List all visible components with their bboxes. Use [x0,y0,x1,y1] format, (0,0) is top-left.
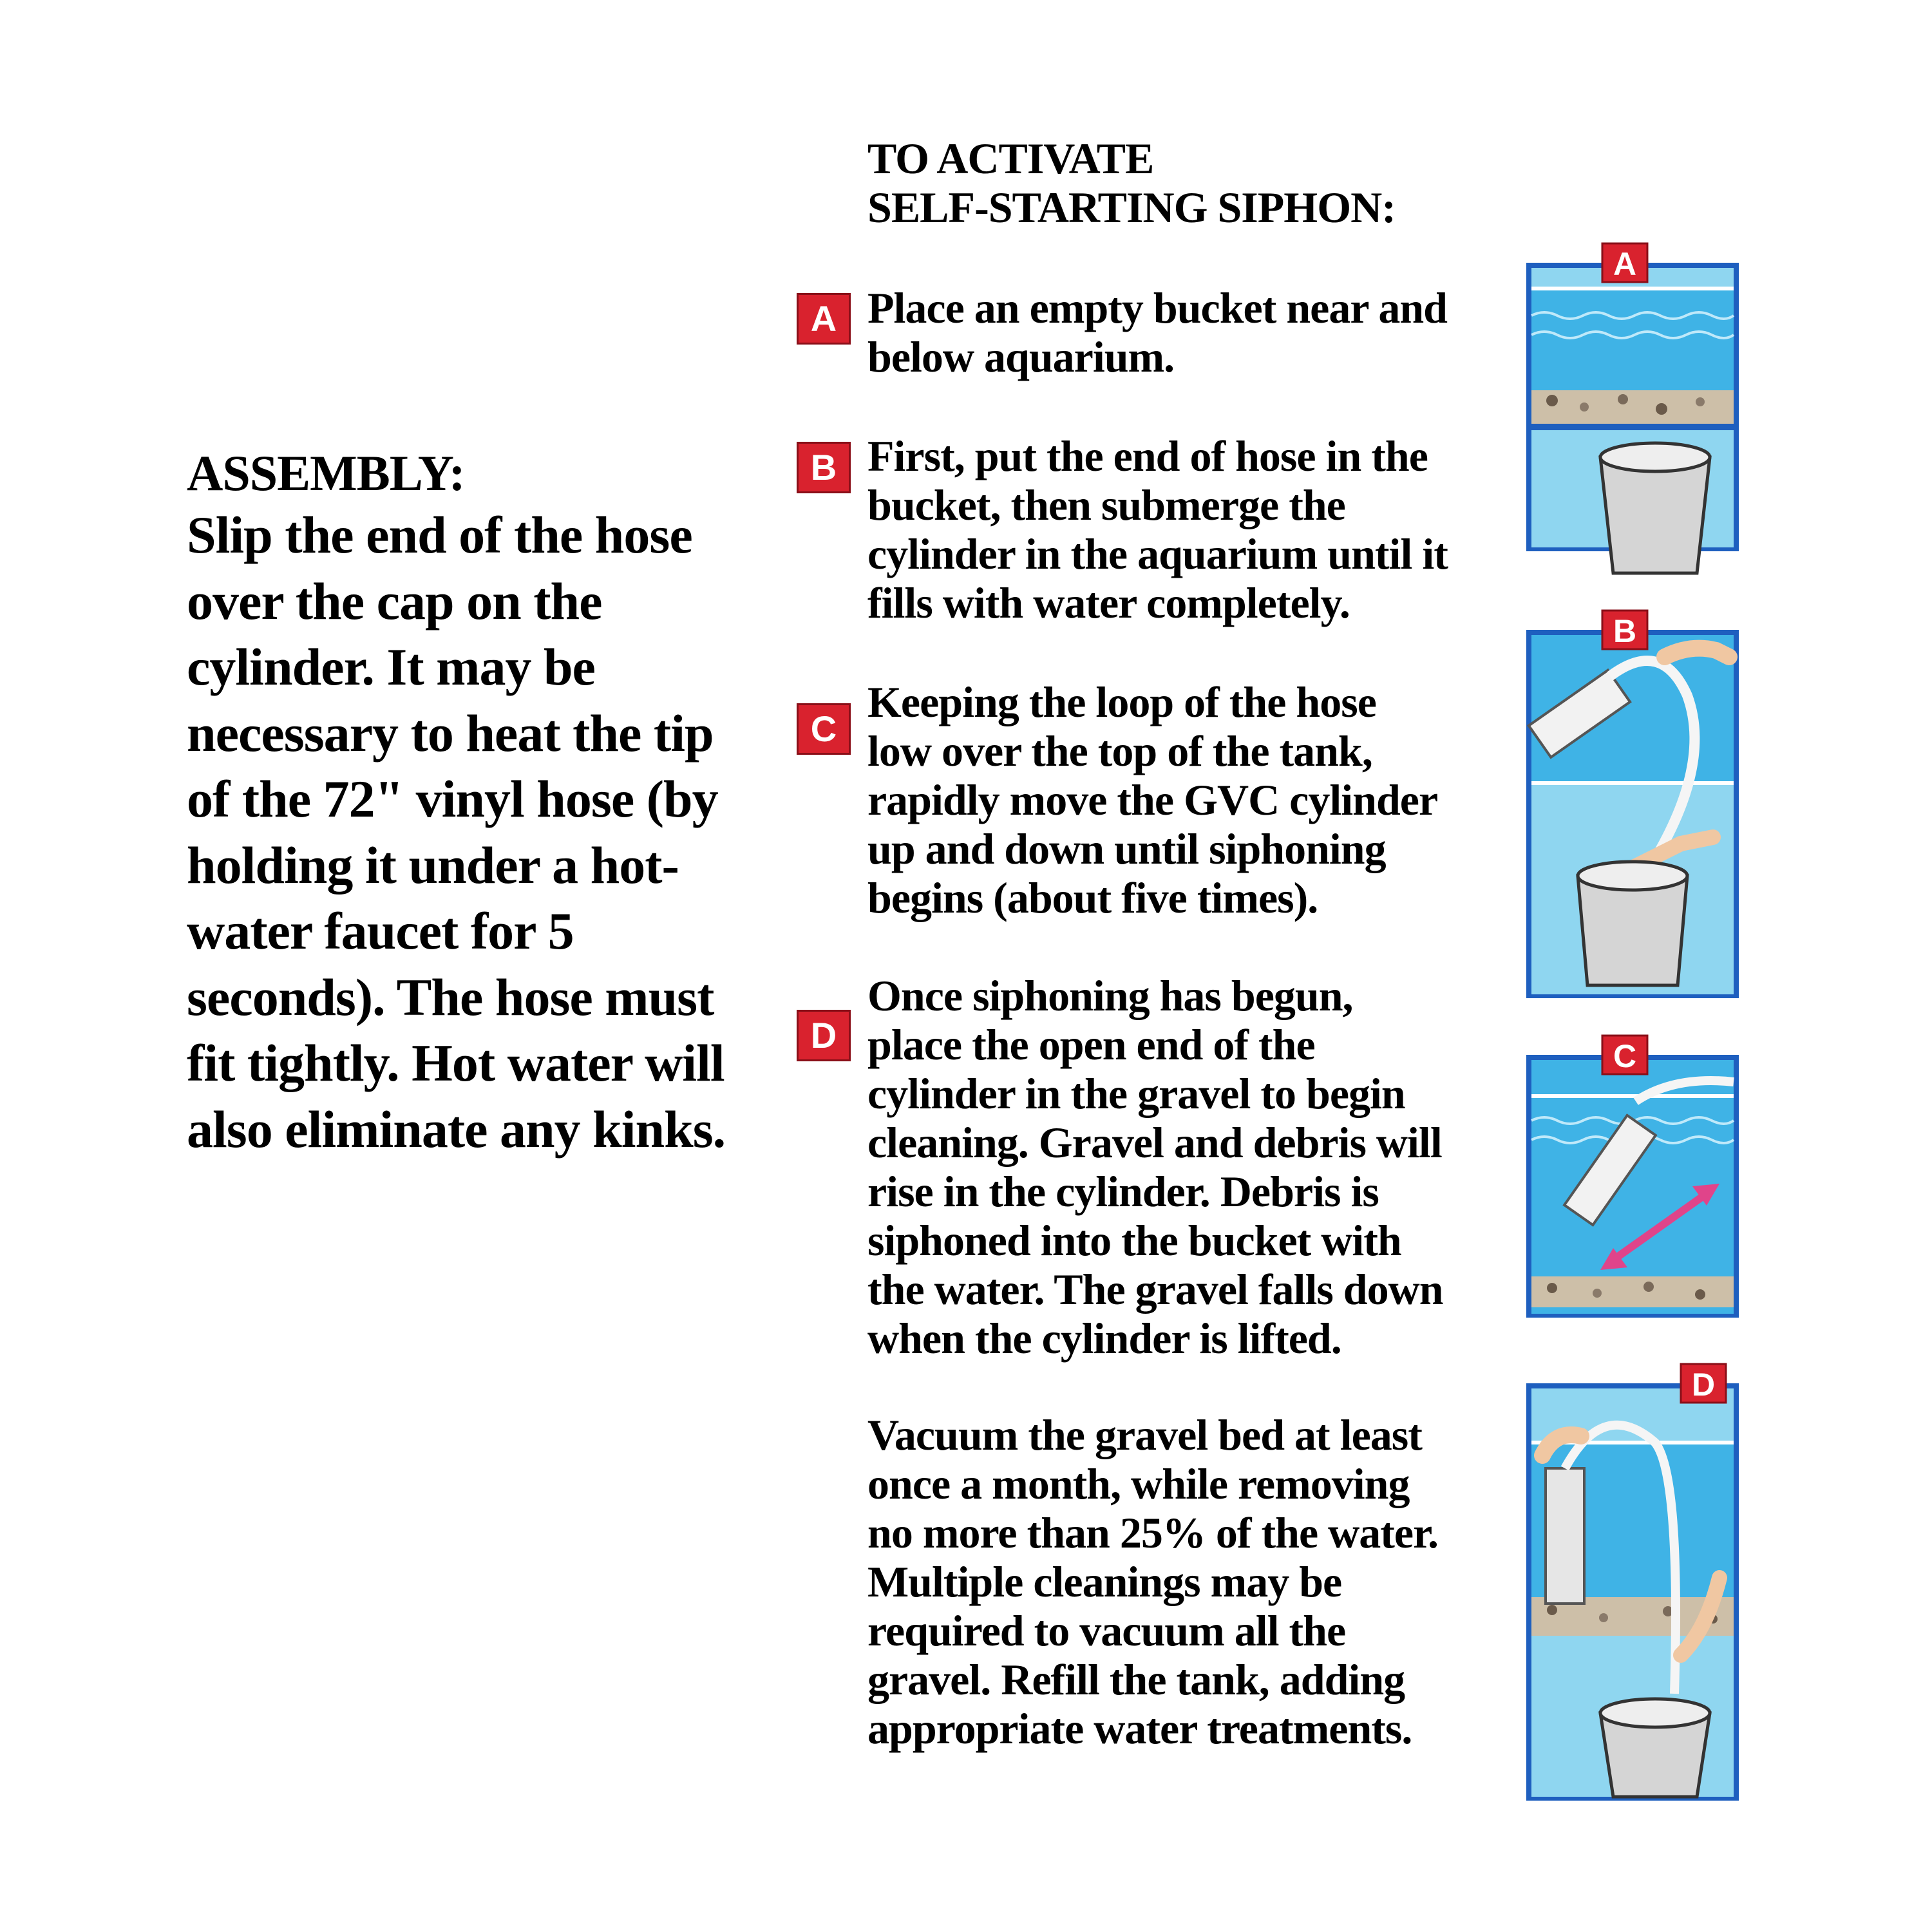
bucket-below-aquarium-icon [1526,232,1739,583]
closing-instructions: Vacuum the gravel bed at least once a month, while removing no more than 25% of the water. Multiple cleanings may be required to vacuum all the gravel. Refill the tank, adding appropriate water treatments. [867,1410,1439,1753]
step-c-badge: C [797,703,851,755]
illustration-a-label: A [1613,246,1637,282]
step-a-badge: A [797,293,851,345]
step-d-text: Once siphoning has begun, place the open end of the cylinder in the gravel to begin cleaning. Gravel and debris will rise in the cylinder. Debris is siphoned into the bucket with the water. The gravel falls down when the cylinder is lifted. [867,971,1443,1363]
illustration-d-label: D [1691,1367,1716,1403]
illustration-a [1526,232,1739,583]
siphon-heading: TO ACTIVATE SELF-STARTING SIPHON: [867,134,1396,232]
step-b-badge: B [797,442,851,493]
illustration-b [1526,599,1739,1001]
step-c-text: Keeping the loop of the hose low over the top of the tank, rapidly move the GVC cylinder up and down until siphoning begins (about five times). [867,677,1438,922]
assembly-heading: ASSEMBLY: [187,445,465,501]
step-d-badge: D [797,1010,851,1061]
illustration-d [1526,1352,1739,1803]
cylinder-up-down-in-tank-icon [1526,1024,1739,1320]
hands-hose-cylinder-bucket-icon [1526,599,1739,1001]
illustration-b-label: B [1613,613,1637,649]
vacuum-gravel-into-bucket-icon [1526,1352,1739,1803]
step-a-text: Place an empty bucket near and below aquarium. [867,283,1447,381]
illustration-c-label: C [1613,1038,1637,1074]
illustration-c [1526,1024,1739,1320]
assembly-instructions: Slip the end of the hose over the cap on the cylinder. It may be necessary to heat the tip of the 72" vinyl hose (by holding it under a hot-water faucet for 5 seconds). The hose must fit tightly. Hot water will also eliminate any kinks. [187,506,726,1159]
step-b-text: First, put the end of hose in the bucket, then submerge the cylinder in the aquarium until it fills with water completely. [867,431,1448,627]
